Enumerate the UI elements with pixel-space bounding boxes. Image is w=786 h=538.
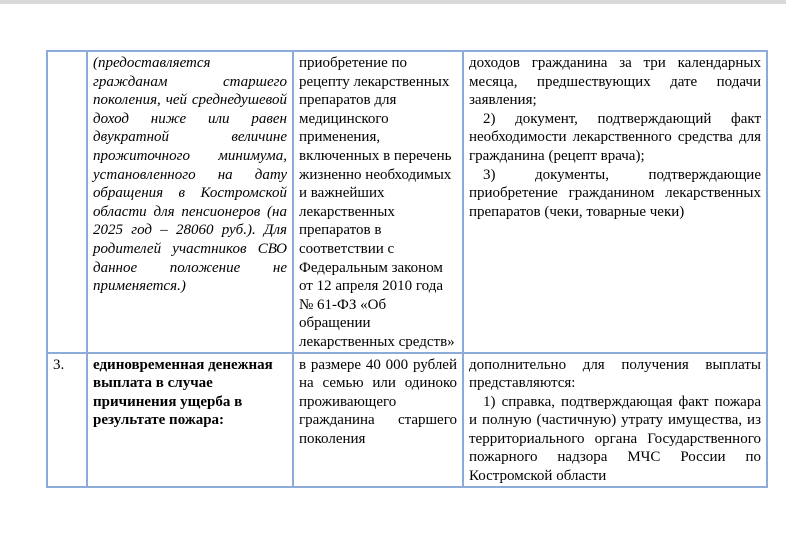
documents-paragraph: доходов гражданина за три календарных месяца, предшествующих дате подачи заявления;: [469, 55, 761, 109]
documents-paragraph: дополнительно для получения выплаты представляются:: [469, 356, 761, 392]
benefits-table: [46, 50, 768, 488]
amount-cell: приобретение по рецепту лекарственных препаратов для медицинского применения, включенных в перечень жизненно необходимых и важнейших лекарственных препаратов в соответствии с Федеральным законом от 12 апреля 2010 года № 61-ФЗ «Об обращении лекарственных средств»: [293, 51, 463, 353]
documents-cell: [463, 353, 767, 487]
description-cell: (предоставляется гражданам старшего поколения, чей среднедушевой доход ниже или равен двукратной величине прожиточного минимума, установленного на дату обращения в Костромской области для пенсионеров (на 2025 год – 28060 руб.). Для родителей участников СВО данное положение не применяется.): [87, 51, 293, 353]
documents-paragraph: 1) справка, подтверждающая факт пожара и полную (частичную) утрату имущества, из территориального органа Государственного пожарного надзора МЧС России по Костромской области: [469, 393, 761, 485]
table-row: [47, 51, 767, 353]
amount-cell: в размере 40 000 рублей на семью или одиноко проживающего гражданина старшего поколения: [293, 353, 463, 487]
documents-paragraph: 2) документ, подтверждающий факт необходимости лекарственного средства для гражданина (рецепт врача);: [469, 110, 761, 164]
description-cell: единовременная денежная выплата в случае причинения ущерба в результате пожара:: [87, 353, 293, 487]
row-number-cell: [47, 51, 87, 353]
documents-cell: [463, 51, 767, 353]
row-number-cell: 3.: [47, 353, 87, 487]
table-row: [47, 353, 767, 487]
documents-paragraph: 3) документы, подтверждающие приобретение гражданином лекарственных препаратов (чеки, товарные чеки): [469, 166, 761, 220]
